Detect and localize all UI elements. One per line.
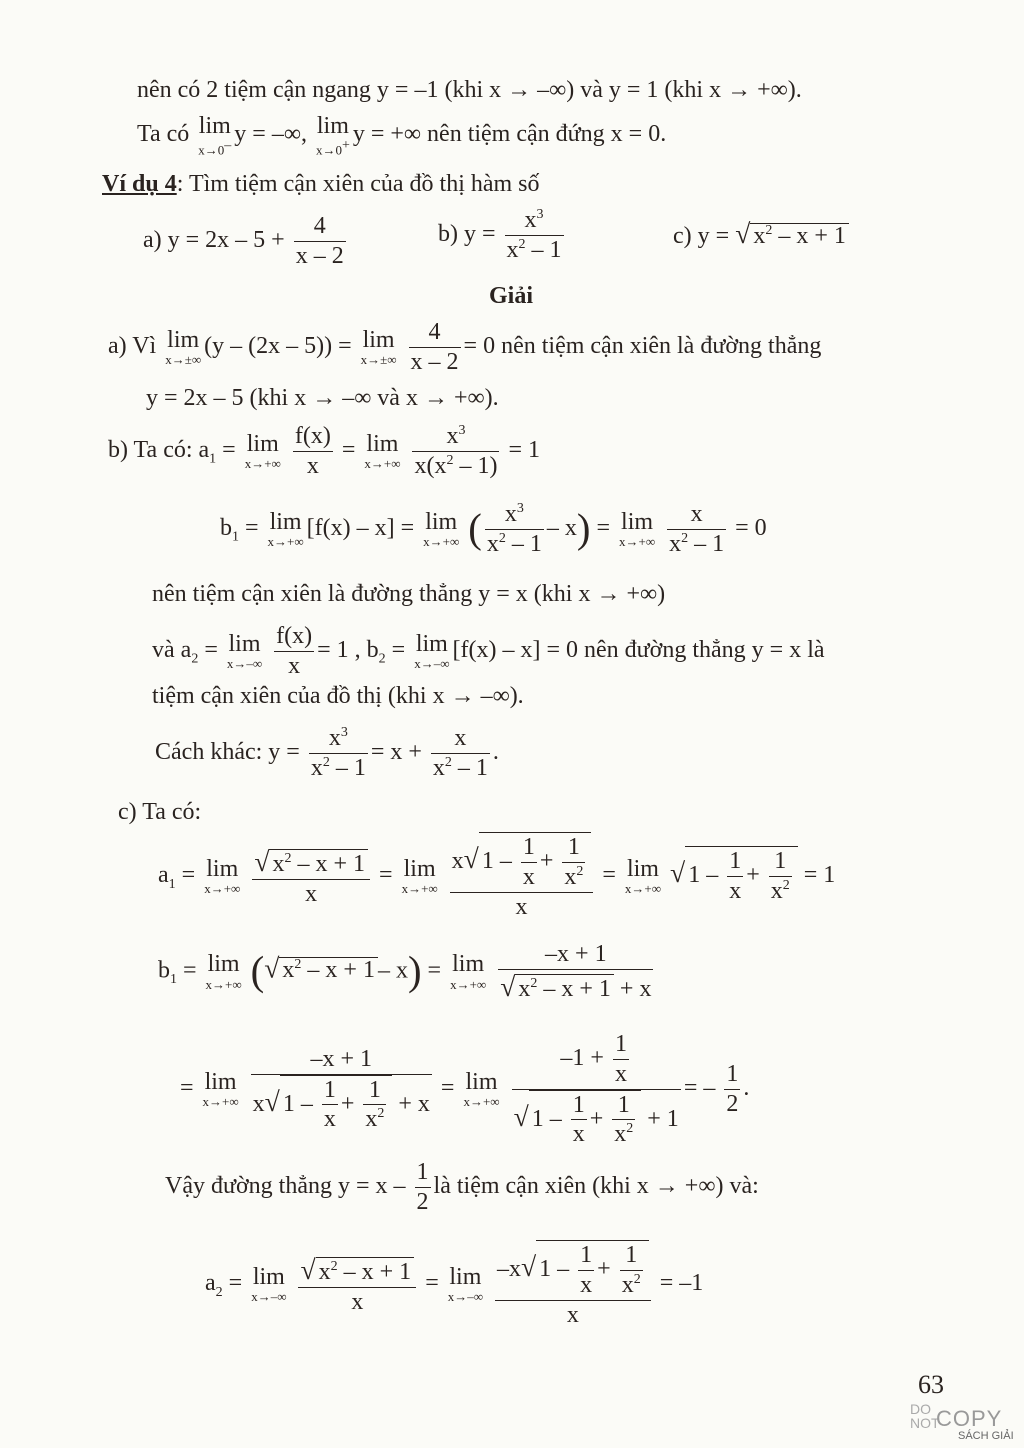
solution-heading: Giải [489,283,534,309]
solution-c-a1: $a_1 = \lim$ x→+∞ $\frac{√ x^2 - x + 1}{x}$ = lim x→+∞ x√ 1 – $\frac{1}{x}$ + $\frac{1}{x^2}$ x = lim x→+∞ √ 1 – $\frac{1}{x}$ + $\frac{1}{x^2}$ = 1 [158,834,836,920]
solution-c-b1-cont: = lim x→+∞ –x + 1 x√ 1 – $\frac{1}{x}$ + $\frac{1}{x^2}$ + x = lim x→+∞ –1 + $\frac{1}{x}$ √ 1 – $\frac{1}{x}$ + $\frac{1}{x^2}$ + 1 = – $\frac{1}{2}$ . [180,1031,750,1148]
text: Ta có [137,121,190,148]
text: : Tìm tiệm cận xiên của đồ thị hàm số [176,171,540,197]
text-line [137,114,666,157]
text-line [137,78,802,102]
limit: lim x→0– [198,113,232,158]
text-line: tiệm cận xiên của đồ thị (khi x → –∞). [152,683,524,709]
problem-c: c) y = √ $x^2 - x + 1$ [673,220,849,248]
text: nên có 2 tiệm cận ngang y = –1 (khi x → –∞) và y = 1 (khi x → +∞). [137,77,802,103]
text-line: c) Ta có: [118,799,202,825]
watermark-logo: DO NOT COPY SÁCH GIẢI [910,1401,1014,1442]
solution-b1: $b_1 = \lim$ x→+∞ [f(x) – x] = lim x→+∞ ( $\frac{x^3}{x^2 - 1}$ – x) = lim x→+∞ $\frac{x}{x^2 - 1}$ = 0 [220,501,767,557]
solution-c-a2: $a_2 = \lim$ x→–∞ $\frac{√ x^2 - x + 1}{x}$ = lim x→–∞ –x√ 1 – $\frac{1}{x}$ + $\frac{1}{x^2}$ x = –1 [205,1242,704,1328]
page-number: 63 [918,1370,944,1399]
example-label: Ví dụ 4 [102,171,177,197]
text: y = –∞, [234,121,307,148]
problem-b: b) y = $\frac{x^3}{x^2 - 1}$ [438,207,562,263]
text-line: nên tiệm cận xiên là đường thẳng y = x (khi x → +∞) [152,581,666,607]
solution-c-b1: $b_1 = \lim$ x→+∞ (√ $x^2 - x + 1 - x) = \lim$ x→+∞ $\frac{-x + 1}{√ x^2 - x + 1 + x}$ [158,941,652,1002]
limit: lim x→0+ [315,113,350,158]
solution-a: a) Vì lim x→±∞ (y – (2x – 5)) = lim x→±∞ $\frac{4}{x - 2}$ = 0 nên tiệm cận xiên là đường thẳng [108,319,822,375]
example-heading [102,172,540,196]
conclusion: Vậy đường thẳng y = x – $\frac{1}{2}$ là tiệm cận xiên (khi x → +∞) và: [165,1159,759,1215]
text-line: y = 2x – 5 (khi x → –∞ và x → +∞). [146,385,499,411]
solution-b2: và $a_2 = \lim$ x→–∞ $\frac{f(x)}{x}$ = 1 , $b_2 = \lim$ x→–∞ [f(x) – x] = 0 nên đường thẳng y = x là [152,623,825,679]
problem-a: a) y = 2x – 5 + $\frac{4}{x - 2}$ [143,213,344,269]
solution-b: b) Ta có: $a_1 = \lim$ x→+∞ $\frac{f(x)}{x}$ = lim x→+∞ $\frac{x^3}{x(x^2 - 1)}$ = 1 [108,423,541,479]
alt-method: Cách khác: y = $\frac{x^3}{x^2 - 1}$ = x + $\frac{x}{x^2 - 1}$ . [155,725,499,781]
text: y = +∞ nên tiệm cận đứng x = 0. [352,121,667,148]
